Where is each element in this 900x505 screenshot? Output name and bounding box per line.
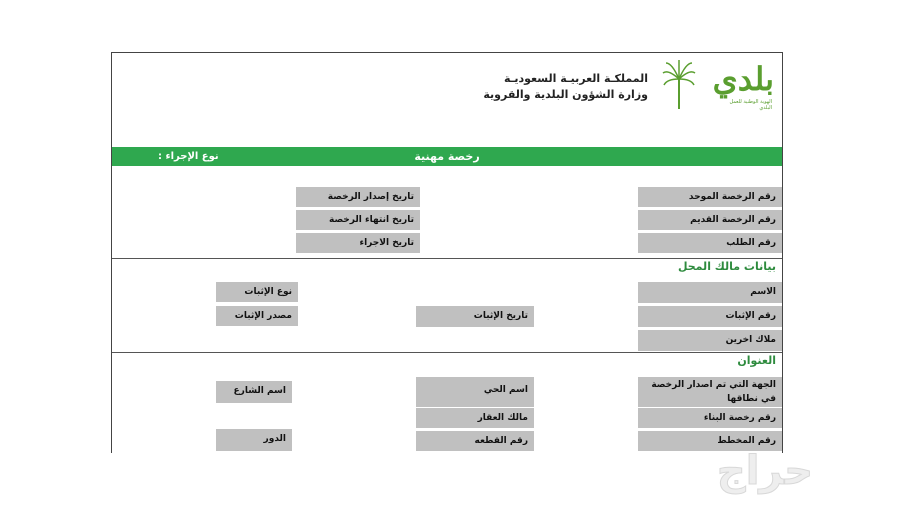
old-license-number-label: رقم الرخصة القديم (638, 210, 782, 230)
issue-date-label: تاريخ إصدار الرخصة (296, 187, 420, 207)
divider (112, 352, 782, 353)
logo-subtitle: الهوية الوطنية للعمل البلدي (729, 99, 772, 111)
id-type-label: نوع الإثبات (216, 282, 298, 302)
floor-label: الدور (216, 429, 292, 451)
name-label: الاسم (638, 282, 782, 303)
watermark-text: حراج (716, 448, 814, 494)
id-date-label: تاريخ الإثبات (416, 306, 534, 327)
plan-number-label: رقم المخطط (638, 431, 782, 451)
baladi-logo (662, 59, 774, 115)
property-owner-label: مالك العقار (416, 408, 534, 428)
other-owners-label: ملاك اخرين (638, 330, 782, 351)
haraj-watermark (660, 446, 870, 496)
issuing-authority-label: الجهة التي تم اصدار الرخصة في نطاقها (638, 377, 782, 407)
plot-number-label: رقم القطعه (416, 431, 534, 451)
expiry-date-label: تاريخ انتهاء الرخصة (296, 210, 420, 230)
address-section-title: العنوان (737, 354, 776, 367)
palm-tree-icon (662, 59, 696, 111)
owner-section-title: بيانات مالك المحل (677, 260, 776, 273)
organization-name (483, 71, 648, 103)
id-source-label: مصدر الإثبات (216, 306, 298, 326)
street-name-label: اسم الشارع (216, 381, 292, 403)
unified-license-number-label: رقم الرخصة الموحد (638, 187, 782, 207)
id-number-label: رقم الإثبات (638, 306, 782, 327)
org-line-2: وزارة الشؤون البلدية والقروية (483, 88, 648, 101)
request-number-label: رقم الطلب (638, 233, 782, 253)
divider (112, 258, 782, 259)
logo-wordmark: بلدي (712, 60, 774, 98)
district-name-label: اسم الحي (416, 377, 534, 407)
procedure-date-label: تاريخ الاجراء (296, 233, 420, 253)
title-bar (112, 147, 782, 166)
license-document (111, 52, 783, 453)
document-title: رخصة مهنية (414, 150, 480, 163)
procedure-type-label: نوع الإجراء : (158, 151, 219, 162)
building-permit-label: رقم رخصة البناء (638, 408, 782, 428)
org-line-1: المملكـة العربيـة السعوديـة (503, 72, 648, 85)
